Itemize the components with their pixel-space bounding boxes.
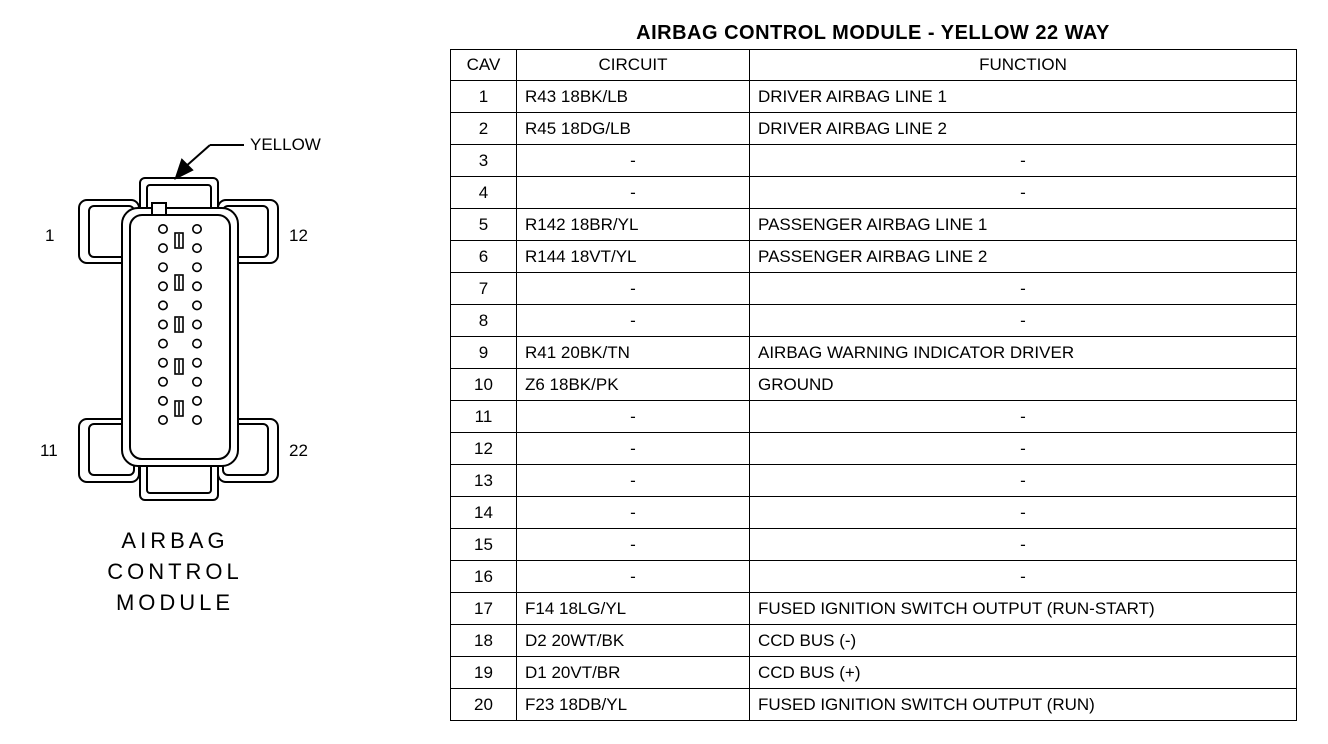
table-title: AIRBAG CONTROL MODULE - YELLOW 22 WAY bbox=[636, 22, 1110, 44]
function-cell: PASSENGER AIRBAG LINE 2 bbox=[750, 241, 1297, 273]
function-cell: DRIVER AIRBAG LINE 1 bbox=[750, 81, 1297, 113]
cav-cell: 18 bbox=[451, 625, 517, 657]
caption-line-3: MODULE bbox=[115, 590, 235, 615]
circuit-cell: F14 18LG/YL bbox=[517, 593, 750, 625]
caption-line-2: CONTROL bbox=[107, 559, 243, 584]
table-row bbox=[451, 209, 1297, 241]
header-function: FUNCTION bbox=[750, 50, 1297, 81]
function-cell: DRIVER AIRBAG LINE 2 bbox=[750, 113, 1297, 145]
table-row bbox=[451, 561, 1297, 593]
circuit-cell: R45 18DG/LB bbox=[517, 113, 750, 145]
cav-cell: 2 bbox=[451, 113, 517, 145]
function-cell: FUSED IGNITION SWITCH OUTPUT (RUN) bbox=[750, 689, 1297, 721]
circuit-cell: D2 20WT/BK bbox=[517, 625, 750, 657]
cav-cell: 14 bbox=[451, 497, 517, 529]
circuit-cell: R144 18VT/YL bbox=[517, 241, 750, 273]
circuit-cell: Z6 18BK/PK bbox=[517, 369, 750, 401]
table-row bbox=[451, 497, 1297, 529]
cav-cell: 19 bbox=[451, 657, 517, 689]
circuit-cell: R142 18BR/YL bbox=[517, 209, 750, 241]
function-cell: CCD BUS (+) bbox=[750, 657, 1297, 689]
function-cell: GROUND bbox=[750, 369, 1297, 401]
circuit-cell: - bbox=[517, 305, 750, 337]
circuit-cell: - bbox=[517, 465, 750, 497]
table-row bbox=[451, 241, 1297, 273]
circuit-cell: - bbox=[517, 561, 750, 593]
circuit-cell: - bbox=[517, 497, 750, 529]
cav-cell: 13 bbox=[451, 465, 517, 497]
table-row bbox=[451, 369, 1297, 401]
module-caption bbox=[60, 525, 290, 618]
cav-cell: 6 bbox=[451, 241, 517, 273]
circuit-cell: F23 18DB/YL bbox=[517, 689, 750, 721]
header-circuit: CIRCUIT bbox=[517, 50, 750, 81]
function-cell: - bbox=[750, 145, 1297, 177]
table-row bbox=[451, 401, 1297, 433]
circuit-cell: - bbox=[517, 529, 750, 561]
function-cell: - bbox=[750, 561, 1297, 593]
table-row bbox=[451, 81, 1297, 113]
table-row bbox=[451, 529, 1297, 561]
table-row bbox=[451, 177, 1297, 209]
pin-label-11: 11 bbox=[40, 441, 58, 460]
cav-cell: 9 bbox=[451, 337, 517, 369]
table-row bbox=[451, 433, 1297, 465]
cav-cell: 15 bbox=[451, 529, 517, 561]
pin-label-12: 12 bbox=[289, 226, 308, 245]
table-row bbox=[451, 689, 1297, 721]
function-cell: - bbox=[750, 177, 1297, 209]
table-row bbox=[451, 465, 1297, 497]
table-row bbox=[451, 657, 1297, 689]
function-cell: - bbox=[750, 305, 1297, 337]
yellow-color-label: YELLOW bbox=[250, 135, 321, 154]
cav-cell: 20 bbox=[451, 689, 517, 721]
cav-cell: 12 bbox=[451, 433, 517, 465]
cav-cell: 17 bbox=[451, 593, 517, 625]
circuit-cell: R41 20BK/TN bbox=[517, 337, 750, 369]
table-row bbox=[451, 273, 1297, 305]
function-cell: - bbox=[750, 465, 1297, 497]
circuit-cell: - bbox=[517, 273, 750, 305]
table-header-row bbox=[451, 50, 1297, 81]
circuit-cell: - bbox=[517, 401, 750, 433]
header-cav: CAV bbox=[451, 50, 517, 81]
function-cell: PASSENGER AIRBAG LINE 1 bbox=[750, 209, 1297, 241]
cav-cell: 4 bbox=[451, 177, 517, 209]
function-cell: - bbox=[750, 401, 1297, 433]
function-cell: - bbox=[750, 273, 1297, 305]
cav-cell: 5 bbox=[451, 209, 517, 241]
cav-cell: 3 bbox=[451, 145, 517, 177]
function-cell: CCD BUS (-) bbox=[750, 625, 1297, 657]
function-cell: AIRBAG WARNING INDICATOR DRIVER bbox=[750, 337, 1297, 369]
function-cell: - bbox=[750, 529, 1297, 561]
function-cell: FUSED IGNITION SWITCH OUTPUT (RUN-START) bbox=[750, 593, 1297, 625]
table-row bbox=[451, 337, 1297, 369]
table-row bbox=[451, 145, 1297, 177]
caption-line-1: AIRBAG bbox=[121, 528, 229, 553]
table-row bbox=[451, 593, 1297, 625]
function-cell: - bbox=[750, 433, 1297, 465]
table-row bbox=[451, 305, 1297, 337]
table-row bbox=[451, 625, 1297, 657]
circuit-cell: - bbox=[517, 145, 750, 177]
circuit-cell: - bbox=[517, 433, 750, 465]
circuit-cell: - bbox=[517, 177, 750, 209]
cav-cell: 10 bbox=[451, 369, 517, 401]
cav-cell: 11 bbox=[451, 401, 517, 433]
table-row bbox=[451, 113, 1297, 145]
pinout-table bbox=[450, 49, 1297, 721]
connector-diagram bbox=[0, 0, 440, 744]
pin-label-1: 1 bbox=[45, 226, 55, 245]
cav-cell: 1 bbox=[451, 81, 517, 113]
circuit-cell: D1 20VT/BR bbox=[517, 657, 750, 689]
cav-cell: 7 bbox=[451, 273, 517, 305]
circuit-cell: R43 18BK/LB bbox=[517, 81, 750, 113]
pin-label-22: 22 bbox=[289, 441, 308, 460]
cav-cell: 16 bbox=[451, 561, 517, 593]
cav-cell: 8 bbox=[451, 305, 517, 337]
function-cell: - bbox=[750, 497, 1297, 529]
